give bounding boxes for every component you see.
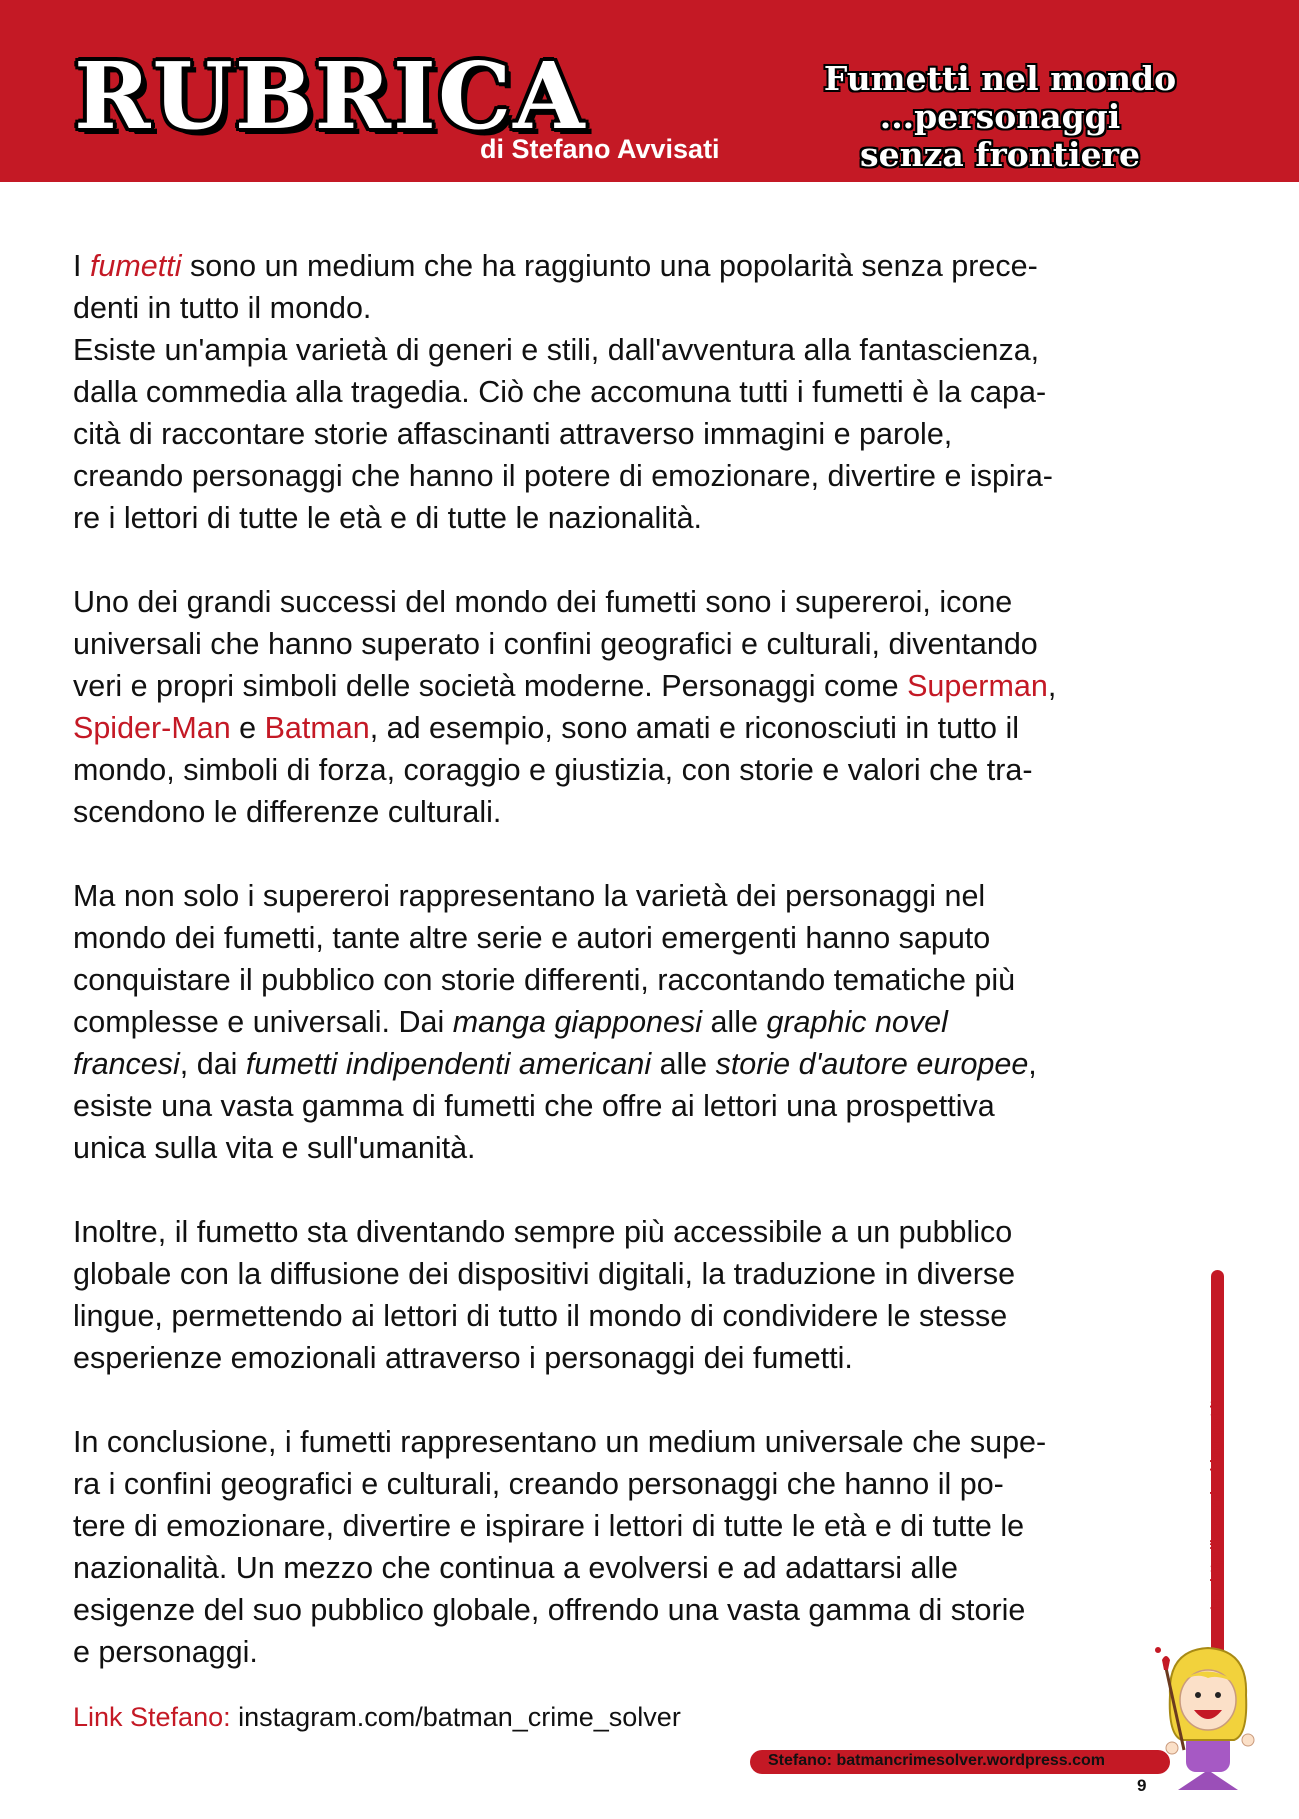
text-run: , dai <box>179 1047 246 1081</box>
article-body <box>73 245 1223 1715</box>
text-run: complesse e universali. Dai <box>73 1005 453 1039</box>
text-run: esigenze del suo pubblico globale, offrendo una vasta gamma di storie <box>73 1593 1026 1627</box>
text-run: e <box>230 711 265 745</box>
text-run: cità di raccontare storie affascinanti attraverso immagini e parole, <box>73 417 953 451</box>
text-run: Inoltre, il fumetto sta diventando sempre più accessibile a un pubblico <box>73 1215 1013 1249</box>
paragraph-4 <box>73 1211 1223 1379</box>
italic-graphic-novel: graphic novel <box>766 1005 948 1039</box>
text-run: mondo dei fumetti, tante altre serie e autori emergenti hanno saputo <box>73 921 991 955</box>
italic-manga: manga giapponesi <box>452 1005 702 1039</box>
text-run: esiste una vasta gamma di fumetti che offre ai lettori una prospettiva <box>73 1089 995 1123</box>
text-run: tere di emozionare, divertire e ispirare i lettori di tutte le età e di tutte le <box>73 1509 1025 1543</box>
instagram-link[interactable]: instagram.com/batman_crime_solver <box>238 1702 681 1732</box>
text-run: Uno dei grandi successi del mondo dei fumetti sono i supereroi, icone <box>73 585 1013 619</box>
paragraph-3 <box>73 875 1223 1169</box>
text-run: e personaggi. <box>73 1635 258 1669</box>
text-run: dalla commedia alla tragedia. Ciò che accomuna tutti i fumetti è la capa- <box>73 375 1047 409</box>
section-title-line-3: senza frontiere <box>860 135 1140 174</box>
section-title <box>760 60 1240 174</box>
text-run: universali che hanno superato i confini geografici e culturali, diventando <box>73 627 1038 661</box>
paragraph-5 <box>73 1421 1223 1673</box>
cartoon-girl-mascot-icon <box>1148 1640 1268 1790</box>
text-run: I <box>73 249 90 283</box>
text-run: conquistare il pubblico con storie differenti, raccontando tematiche più <box>73 963 1016 997</box>
italic-storie-autore: storie d'autore europee <box>715 1047 1029 1081</box>
text-run: esperienze emozionali attraverso i personaggi dei fumetti. <box>73 1341 853 1375</box>
text-run: alle <box>702 1005 767 1039</box>
author-link <box>73 1700 681 1734</box>
text-run: , <box>1028 1047 1037 1081</box>
text-run: , <box>1047 669 1057 703</box>
text-run: nazionalità. Un mezzo che continua a evolversi e ad adattarsi alle <box>73 1551 959 1585</box>
rubrica-logo: RUBRICA <box>74 42 587 150</box>
illustrator-credit: Isa: http://isacomics.blogspot.it <box>1207 1399 1223 1610</box>
link-label: Link Stefano: <box>73 1702 231 1732</box>
highlight-superman: Superman <box>907 669 1048 703</box>
text-run: unica sulla vita e sull'umanità. <box>73 1131 476 1165</box>
text-run: Ma non solo i supereroi rappresentano la varietà dei personaggi nel <box>73 879 986 913</box>
text-run: lingue, permettendo ai lettori di tutto il mondo di condividere le stesse <box>73 1299 1008 1333</box>
text-run: scendono le differenze culturali. <box>73 795 502 829</box>
text-run: sono un medium che ha raggiunto una popolarità senza prece- <box>181 249 1038 283</box>
italic-francesi: francesi <box>73 1047 180 1081</box>
author-byline: di Stefano Avvisati <box>480 134 720 164</box>
text-run: denti in tutto il mondo. <box>73 291 372 325</box>
header-band <box>0 0 1299 182</box>
text-run: alle <box>651 1047 716 1081</box>
section-title-line-1: Fumetti nel mondo <box>823 59 1177 98</box>
highlight-batman: Batman <box>264 711 370 745</box>
text-run: re i lettori di tutte le età e di tutte le nazionalità. <box>73 501 703 535</box>
text-run: In conclusione, i fumetti rappresentano un medium universale che supe- <box>73 1425 1047 1459</box>
highlight-spiderman: Spider-Man <box>73 711 231 745</box>
paragraph-1 <box>73 245 1223 539</box>
section-title-line-2: ...personaggi <box>879 97 1121 136</box>
text-run: Esiste un'ampia varietà di generi e stili, dall'avventura alla fantascienza, <box>73 333 1040 367</box>
text-run: creando personaggi che hanno il potere di emozionare, divertire e ispira- <box>73 459 1053 493</box>
paragraph-2 <box>73 581 1223 833</box>
italic-fumetti-indipendenti: fumetti indipendenti americani <box>245 1047 652 1081</box>
text-run: , ad esempio, sono amati e riconosciuti in tutto il <box>369 711 1020 745</box>
text-run: mondo, simboli di forza, coraggio e giustizia, con storie e valori che tra- <box>73 753 1033 787</box>
text-run: veri e propri simboli delle società moderne. Personaggi come <box>73 669 908 703</box>
text-run: ra i confini geografici e culturali, creando personaggi che hanno il po- <box>73 1467 1004 1501</box>
text-run: globale con la diffusione dei dispositivi digitali, la traduzione in diverse <box>73 1257 1016 1291</box>
highlight-fumetti: fumetti <box>89 249 182 283</box>
footer-credit: Stefano: batmancrimesolver.wordpress.com <box>768 1752 1105 1769</box>
page-number: 9 <box>1137 1776 1147 1795</box>
